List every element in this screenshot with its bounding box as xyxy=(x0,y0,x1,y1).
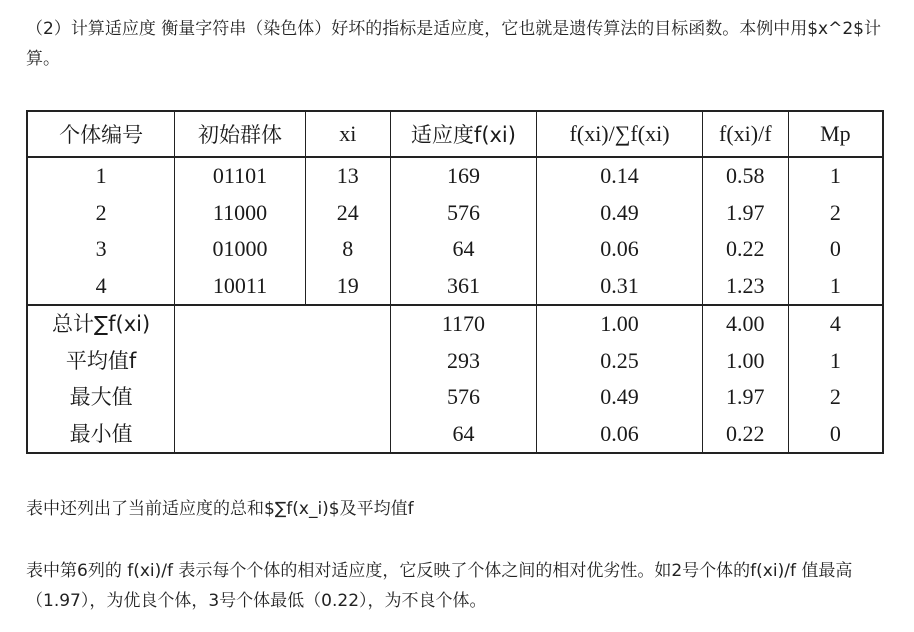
explanation-paragraph: 表中第6列的 f(xi)/f 表示每个个体的相对适应度，它反映了个体之间的相对优劣性。如2号个体的f(xi)/f 值最高（1.97），为优良个体，3号个体最低（0.22），为不良个体。 xyxy=(26,561,853,611)
cell-chromosome: 01101 xyxy=(175,157,306,195)
cell-mp: 1 xyxy=(788,267,883,305)
table-row xyxy=(27,231,883,267)
intro-paragraph: （2）计算适应度 衡量字符串（染色体）好坏的指标是适应度，它也就是遗传算法的目标函数。本例中用$x^2$计算。 xyxy=(26,19,881,69)
header-relative-fitness: f(xi)/f xyxy=(702,111,788,157)
cell-chromosome: 10011 xyxy=(175,267,306,305)
cell-mp: 4 xyxy=(788,305,883,343)
fitness-table xyxy=(26,110,884,454)
cell-ratio: 0.06 xyxy=(537,415,703,453)
cell-id: 1 xyxy=(27,157,175,195)
cell-fitness: 1170 xyxy=(390,305,537,343)
cell-id: 4 xyxy=(27,267,175,305)
cell-mp: 1 xyxy=(788,157,883,195)
cell-relative: 1.23 xyxy=(702,267,788,305)
cell-fitness: 576 xyxy=(390,379,537,415)
cell-ratio: 0.06 xyxy=(537,231,703,267)
summary-row xyxy=(27,305,883,343)
cell-ratio: 1.00 xyxy=(537,305,703,343)
cell-fitness: 64 xyxy=(390,231,537,267)
cell-relative: 0.22 xyxy=(702,415,788,453)
summary-row xyxy=(27,415,883,453)
cell-xi: 8 xyxy=(305,231,390,267)
cell-mp: 2 xyxy=(788,379,883,415)
table-row xyxy=(27,267,883,305)
header-mp: Mp xyxy=(788,111,883,157)
cell-mp: 0 xyxy=(788,415,883,453)
cell-relative: 0.58 xyxy=(702,157,788,195)
summary-label: 总计∑f(xi) xyxy=(27,305,175,343)
cell-fitness: 361 xyxy=(390,267,537,305)
cell-id: 3 xyxy=(27,231,175,267)
cell-fitness: 169 xyxy=(390,157,537,195)
header-individual-id: 个体编号 xyxy=(27,111,175,157)
cell-mp: 2 xyxy=(788,195,883,231)
cell-xi: 24 xyxy=(305,195,390,231)
summary-label: 最大值 xyxy=(27,379,175,415)
table-row xyxy=(27,157,883,195)
table-row xyxy=(27,195,883,231)
cell-fitness: 64 xyxy=(390,415,537,453)
cell-ratio: 0.49 xyxy=(537,195,703,231)
summary-empty-cell xyxy=(175,305,390,453)
summary-label: 最小值 xyxy=(27,415,175,453)
header-fitness: 适应度f(xi) xyxy=(390,111,537,157)
cell-chromosome: 11000 xyxy=(175,195,306,231)
cell-ratio: 0.31 xyxy=(537,267,703,305)
summary-row xyxy=(27,342,883,378)
cell-xi: 13 xyxy=(305,157,390,195)
cell-mp: 0 xyxy=(788,231,883,267)
table-header xyxy=(27,111,883,157)
header-xi: xi xyxy=(305,111,390,157)
cell-relative: 1.97 xyxy=(702,195,788,231)
summary-row xyxy=(27,379,883,415)
cell-relative: 1.97 xyxy=(702,379,788,415)
cell-relative: 0.22 xyxy=(702,231,788,267)
cell-fitness: 576 xyxy=(390,195,537,231)
cell-chromosome: 01000 xyxy=(175,231,306,267)
summary-paragraph: 表中还列出了当前适应度的总和$∑f(x_i)$及平均值f xyxy=(26,499,414,519)
cell-mp: 1 xyxy=(788,342,883,378)
cell-ratio: 0.49 xyxy=(537,379,703,415)
cell-id: 2 xyxy=(27,195,175,231)
cell-relative: 4.00 xyxy=(702,305,788,343)
header-fitness-ratio: f(xi)/∑f(xi) xyxy=(537,111,703,157)
cell-relative: 1.00 xyxy=(702,342,788,378)
summary-label: 平均值f xyxy=(27,342,175,378)
cell-fitness: 293 xyxy=(390,342,537,378)
cell-ratio: 0.25 xyxy=(537,342,703,378)
header-initial-population: 初始群体 xyxy=(175,111,306,157)
cell-ratio: 0.14 xyxy=(537,157,703,195)
cell-xi: 19 xyxy=(305,267,390,305)
